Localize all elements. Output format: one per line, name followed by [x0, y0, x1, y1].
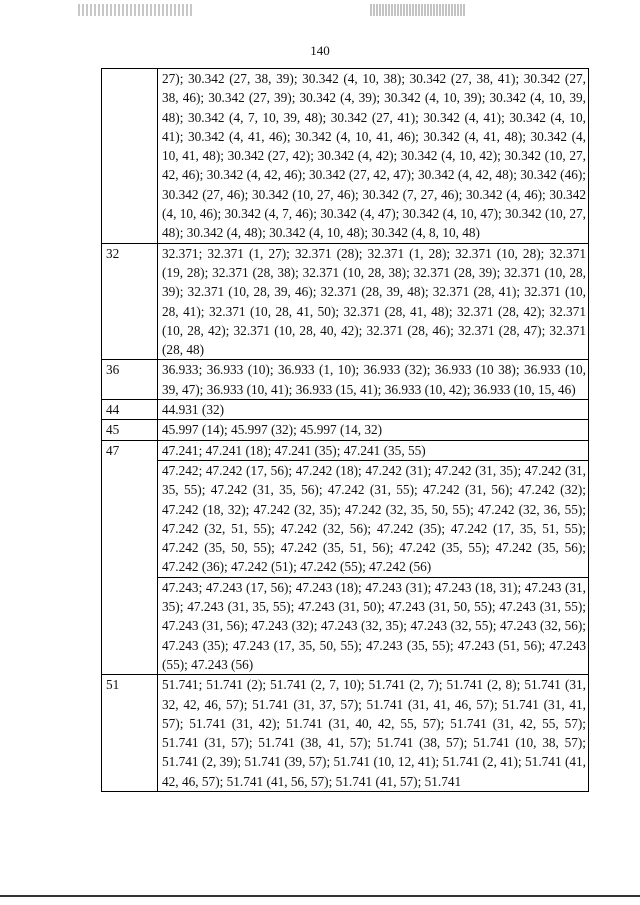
- code-cell: 51: [102, 675, 158, 792]
- table-row: [102, 400, 589, 420]
- scan-bottom-rule: [0, 895, 640, 897]
- table-row: [102, 440, 589, 460]
- code-cell: [102, 69, 158, 244]
- text-cell: 47.243; 47.243 (17, 56); 47.243 (18); 47.243 (31); 47.243 (18, 31); 47.243 (31, 35); 47.243 (31, 35, 55); 47.243 (31, 50); 47.243 (31, 50, 55); 47.243 (31, 55); 47.243 (31, 56); 47.243 (32); 47.243 (32, 35); 47.243 (32, 55); 47.243 (32, 56); 47.243 (35); 47.243 (17, 35, 50, 55); 47.243 (35, 55); 47.243 (51, 56); 47.243 (55); 47.243 (56): [158, 577, 589, 674]
- code-cell: 32: [102, 243, 158, 360]
- code-cell: 36: [102, 360, 158, 400]
- text-cell: 47.241; 47.241 (18); 47.241 (35); 47.241 (35, 55): [158, 440, 589, 460]
- table-row: [102, 69, 589, 244]
- scan-header-artifact-left: [78, 4, 193, 16]
- page-number: 140: [310, 43, 330, 58]
- scan-header-artifact-right: [370, 4, 465, 16]
- code-cell: 45: [102, 420, 158, 440]
- text-cell: 27); 30.342 (27, 38, 39); 30.342 (4, 10, 38); 30.342 (27, 38, 41); 30.342 (27, 38, 46); 30.342 (27, 39); 30.342 (4, 39); 30.342 (4, 10, 39); 30.342 (4, 10, 39, 48); 30.342 (4, 7, 10, 39, 48); 30.342 (27, 41); 30.342 (4, 41); 30.342 (4, 10, 41); 30.342 (4, 41, 46); 30.342 (4, 10, 41, 46); 30.342 (4, 41, 48); 30.342 (4, 10, 41, 48); 30.342 (27, 42); 30.342 (4, 42); 30.342 (4, 10, 42); 30.342 (10, 27, 42, 46); 30.342 (4, 42, 46); 30.342 (27, 42, 47); 30.342 (4, 42, 48); 30.342 (46); 30.342 (27, 46); 30.342 (10, 27, 46); 30.342 (7, 27, 46); 30.342 (4, 46); 30.342 (4, 10, 46); 30.342 (4, 7, 46); 30.342 (4, 47); 30.342 (4, 10, 47); 30.342 (10, 27, 48); 30.342 (4, 48); 30.342 (4, 10, 48); 30.342 (4, 8, 10, 48): [158, 69, 589, 244]
- text-cell: 45.997 (14); 45.997 (32); 45.997 (14, 32): [158, 420, 589, 440]
- table-row: [102, 577, 589, 674]
- code-cell: 47: [102, 440, 158, 675]
- classification-table: [101, 68, 589, 792]
- table-row: [102, 460, 589, 577]
- text-cell: 32.371; 32.371 (1, 27); 32.371 (28); 32.371 (1, 28); 32.371 (10, 28); 32.371 (19, 28); 32.371 (28, 38); 32.371 (10, 28, 38); 32.371 (28, 39); 32.371 (10, 28, 39); 32.371 (10, 28, 39, 46); 32.371 (28, 39, 48); 32.371 (28, 41); 32.371 (10, 28, 41); 32.371 (10, 28, 41, 50); 32.371 (28, 41, 48); 32.371 (28, 42); 32.371 (10, 28, 42); 32.371 (10, 28, 40, 42); 32.371 (28, 46); 32.371 (28, 47); 32.371 (28, 48): [158, 243, 589, 360]
- table-row: [102, 360, 589, 400]
- text-cell: 47.242; 47.242 (17, 56); 47.242 (18); 47.242 (31); 47.242 (31, 35); 47.242 (31, 35, 55); 47.242 (31, 35, 56); 47.242 (31, 55); 47.242 (31, 56); 47.242 (32); 47.242 (18, 32); 47.242 (32, 35); 47.242 (32, 35, 50, 55); 47.242 (32, 36, 55); 47.242 (32, 51, 55); 47.242 (32, 56); 47.242 (35); 47.242 (17, 35, 51, 55); 47.242 (35, 50, 55); 47.242 (35, 51, 56); 47.242 (35, 55); 47.242 (35, 56); 47.242 (36); 47.242 (51); 47.242 (55); 47.242 (56): [158, 460, 589, 577]
- text-cell: 44.931 (32): [158, 400, 589, 420]
- table-row: [102, 243, 589, 360]
- text-cell: 36.933; 36.933 (10); 36.933 (1, 10); 36.933 (32); 36.933 (10 38); 36.933 (10, 39, 47); 36.933 (10, 41); 36.933 (15, 41); 36.933 (10, 42); 36.933 (10, 15, 46): [158, 360, 589, 400]
- code-cell: 44: [102, 400, 158, 420]
- text-cell: 51.741; 51.741 (2); 51.741 (2, 7, 10); 51.741 (2, 7); 51.741 (2, 8); 51.741 (31, 32, 42, 46, 57); 51.741 (31, 37, 57); 51.741 (31, 41, 46, 57); 51.741 (31, 41, 57); 51.741 (31, 42); 51.741 (31, 40, 42, 55, 57); 51.741 (31, 42, 55, 57); 51.741 (31, 57); 51.741 (38, 41, 57); 51.741 (38, 57); 51.741 (10, 38, 57); 51.741 (2, 39); 51.741 (39, 57); 51.741 (10, 12, 41); 51.741 (2, 41); 51.741 (41, 42, 46, 57); 51.741 (41, 56, 57); 51.741 (41, 57); 51.741: [158, 675, 589, 792]
- table-row: [102, 675, 589, 792]
- table-row: [102, 420, 589, 440]
